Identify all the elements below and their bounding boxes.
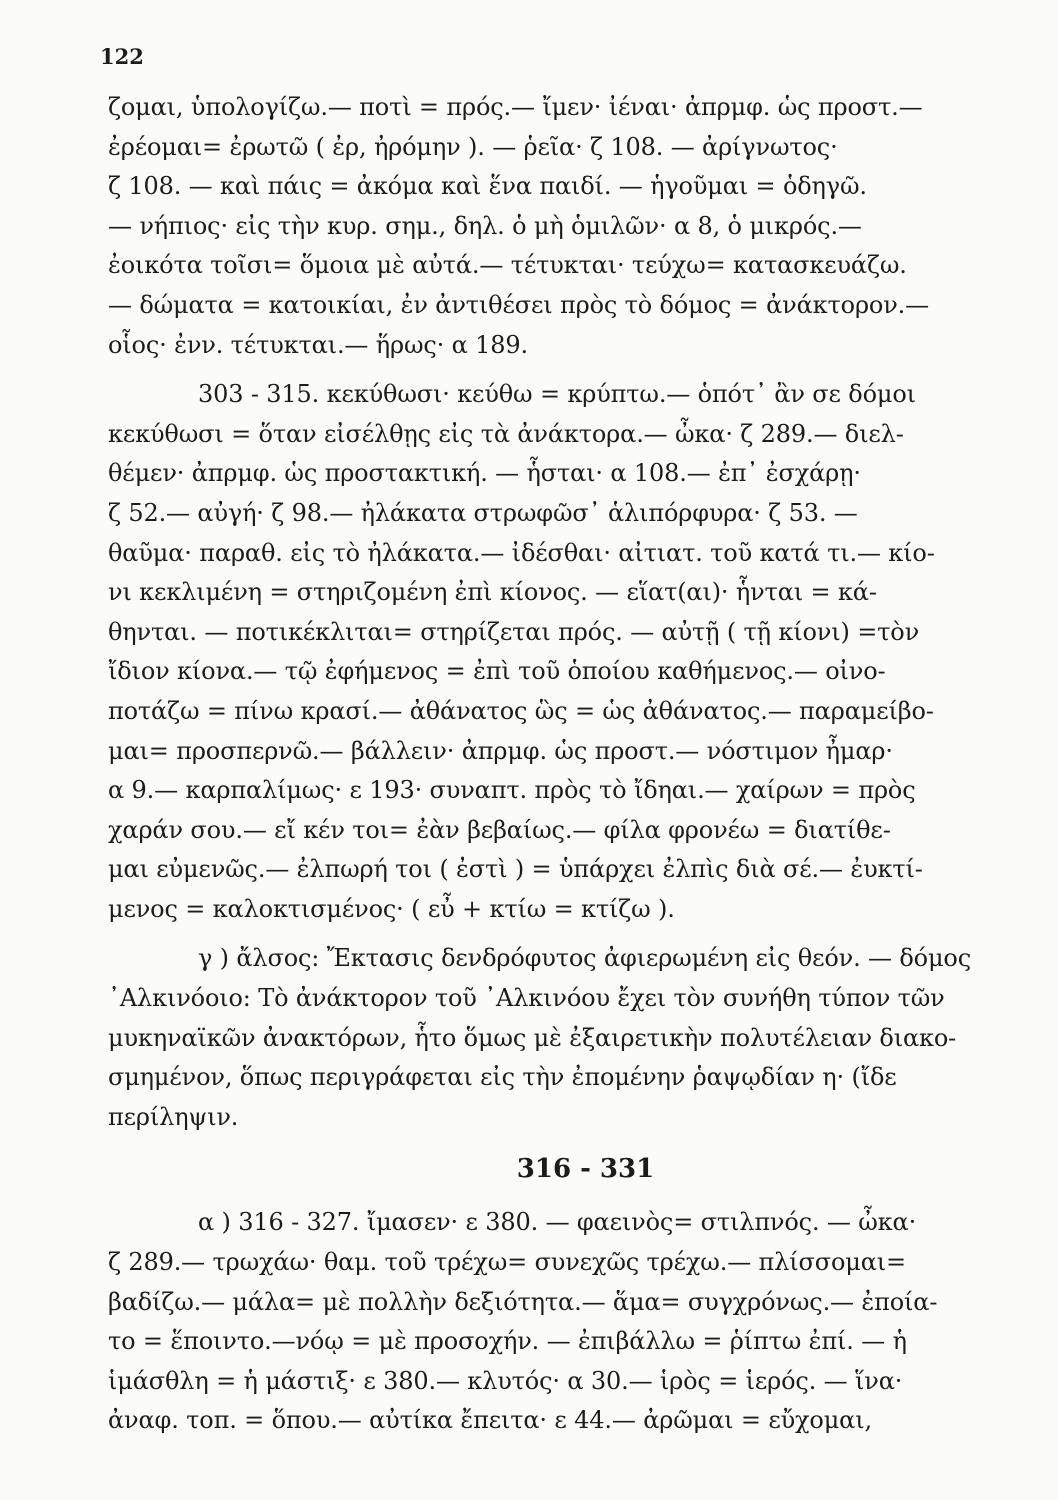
text-line: μαι= προσπερνῶ.— βάλλειν· ἀπρμφ. ὡς προστ.— νόστιμον ἦμαρ· xyxy=(108,736,893,765)
commentary-text xyxy=(108,88,1033,1441)
text-line: ζ 52.— αὐγή· ζ 98.— ἠλάκατα στρωφῶσ᾽ ἁλιπόρφυρα· ζ 53. — xyxy=(108,498,858,527)
text-line: θαῦμα· παραθ. εἰς τὸ ἠλάκατα.— ἰδέσθαι· αἰτιατ. τοῦ κατά τι.— κίο- xyxy=(108,538,935,567)
text-line: ζομαι, ὑπολογίζω.— ποτὶ = πρός.— ἴμεν· ἰέναι· ἀπρμφ. ὡς προστ.— xyxy=(108,93,923,121)
text-line: ζ 289.— τρωχάω· θαμ. τοῦ τρέχω= συνεχῶς τρέχω.— πλίσσομαι= xyxy=(108,1248,906,1277)
text-line: το = ἕποιντο.—νόῳ = μὲ προσοχήν. — ἐπιβάλλω = ῥίπτω ἐπί. — ἡ xyxy=(108,1327,907,1356)
text-line: μενος = καλοκτισμένος· ( εὖ + κτίω = κτίζω ). xyxy=(108,894,675,923)
text-line: ἀναφ. τοπ. = ὅπου.— αὐτίκα ἔπειτα· ε 44.— ἀρῶμαι = εὔχομαι, xyxy=(108,1406,872,1435)
text-line: 303 - 315. κεκύθωσι· κεύθω = κρύπτω.— ὁπότ᾽ ἂν σε δόμοι xyxy=(198,380,916,409)
text-line: χαράν σου.— εἴ κέν τοι= ἐὰν βεβαίως.— φίλα φρονέω = διατίθε- xyxy=(108,815,891,844)
text-line: σμημένον, ὅπως περιγράφεται εἰς τὴν ἐπομένην ῥαψῳδίαν η· (ἴδε xyxy=(108,1063,897,1092)
text-line: ἴδιον κίονα.— τῷ ἐφήμενος = ἐπὶ τοῦ ὁποίου καθήμενος.— οἰνο- xyxy=(108,657,886,686)
text-line: α 9.— καρπαλίμως· ε 193· συναπτ. πρὸς τὸ ἴδηαι.— χαίρων = πρὸς xyxy=(108,776,916,805)
text-line: νι κεκλιμένη = στηριζομένη ἐπὶ κίονος. — εἵατ(αι)· ἧνται = κά- xyxy=(108,578,877,607)
text-line: γ ) ἄλσος: Ἔκτασις δενδρόφυτος ἀφιερωμένη εἰς θεόν. — δόμος xyxy=(198,944,972,973)
text-line: μυκηναϊκῶν ἀνακτόρων, ἧτο ὅμως μὲ ἐξαιρετικὴν πολυτέλειαν διακο- xyxy=(108,1023,957,1052)
text-line: μαι εὐμενῶς.— ἐλπωρή τοι ( ἐστὶ ) = ὑπάρχει ἐλπὶς διὰ σέ.— ἐυκτί- xyxy=(108,855,923,884)
text-line: ᾽Αλκινόοιο: Τὸ ἀνάκτορον τοῦ ᾽Αλκινόου ἔχει τὸν συνήθη τύπον τῶν xyxy=(108,984,945,1013)
page-number: 122 xyxy=(100,44,144,69)
text-line: ἐοικότα τοῖσι= ὅμοια μὲ αὐτά.— τέτυκται· τεύχω= κατασκευάζω. xyxy=(108,251,907,280)
text-line: — νήπιος· εἰς τὴν κυρ. σημ., δηλ. ὁ μὴ ὁμιλῶν· α 8, ὁ μικρός.— xyxy=(108,211,862,240)
text-line: ἱμάσθλη = ἡ μάστιξ· ε 380.— κλυτός· α 30.— ἱρὸς = ἱερός. — ἵνα· xyxy=(108,1366,903,1395)
text-line: ἐρέομαι= ἐρωτῶ ( ἐρ, ἠρόμην ). — ῥεῖα· ζ 108. — ἀρίγνωτος· xyxy=(108,132,838,161)
text-line: α ) 316 - 327. ἴμασεν· ε 380. — φαεινὸς= στιλπνός. — ὦκα· xyxy=(198,1208,917,1237)
section-heading: 316 - 331 xyxy=(516,1154,655,1185)
text-line: θέμεν· ἀπρμφ. ὡς προστακτική. — ἧσται· α 108.— ἐπ᾽ ἐσχάρῃ· xyxy=(108,459,861,488)
text-line: — δώματα = κατοικίαι, ἐν ἀντιθέσει πρὸς τὸ δόμος = ἀνάκτορον.— xyxy=(108,290,929,319)
text-line: βαδίζω.— μάλα= μὲ πολλὴν δεξιότητα.— ἅμα= συγχρόνως.— ἐποία- xyxy=(108,1287,938,1316)
text-line: θηνται. — ποτικέκλιται= στηρίζεται πρός. — αὐτῇ ( τῇ κίονι) =τὸν xyxy=(108,617,920,646)
text-line: περίληψιν. xyxy=(108,1102,239,1131)
text-line: ποτάζω = πίνω κρασί.— ἀθάνατος ὣς = ὡς ἀθάνατος.— παραμείβο- xyxy=(108,696,934,725)
text-line: οἷος· ἐνν. τέτυκται.— ἥρως· α 189. xyxy=(108,330,528,359)
text-line: κεκύθωσι = ὅταν εἰσέλθῃς εἰς τὰ ἀνάκτορα.— ὦκα· ζ 289.— διελ- xyxy=(108,419,904,448)
text-line: ζ 108. — καὶ πάις = ἀκόμα καὶ ἕνα παιδί. — ἡγοῦμαι = ὁδηγῶ. xyxy=(108,172,867,201)
